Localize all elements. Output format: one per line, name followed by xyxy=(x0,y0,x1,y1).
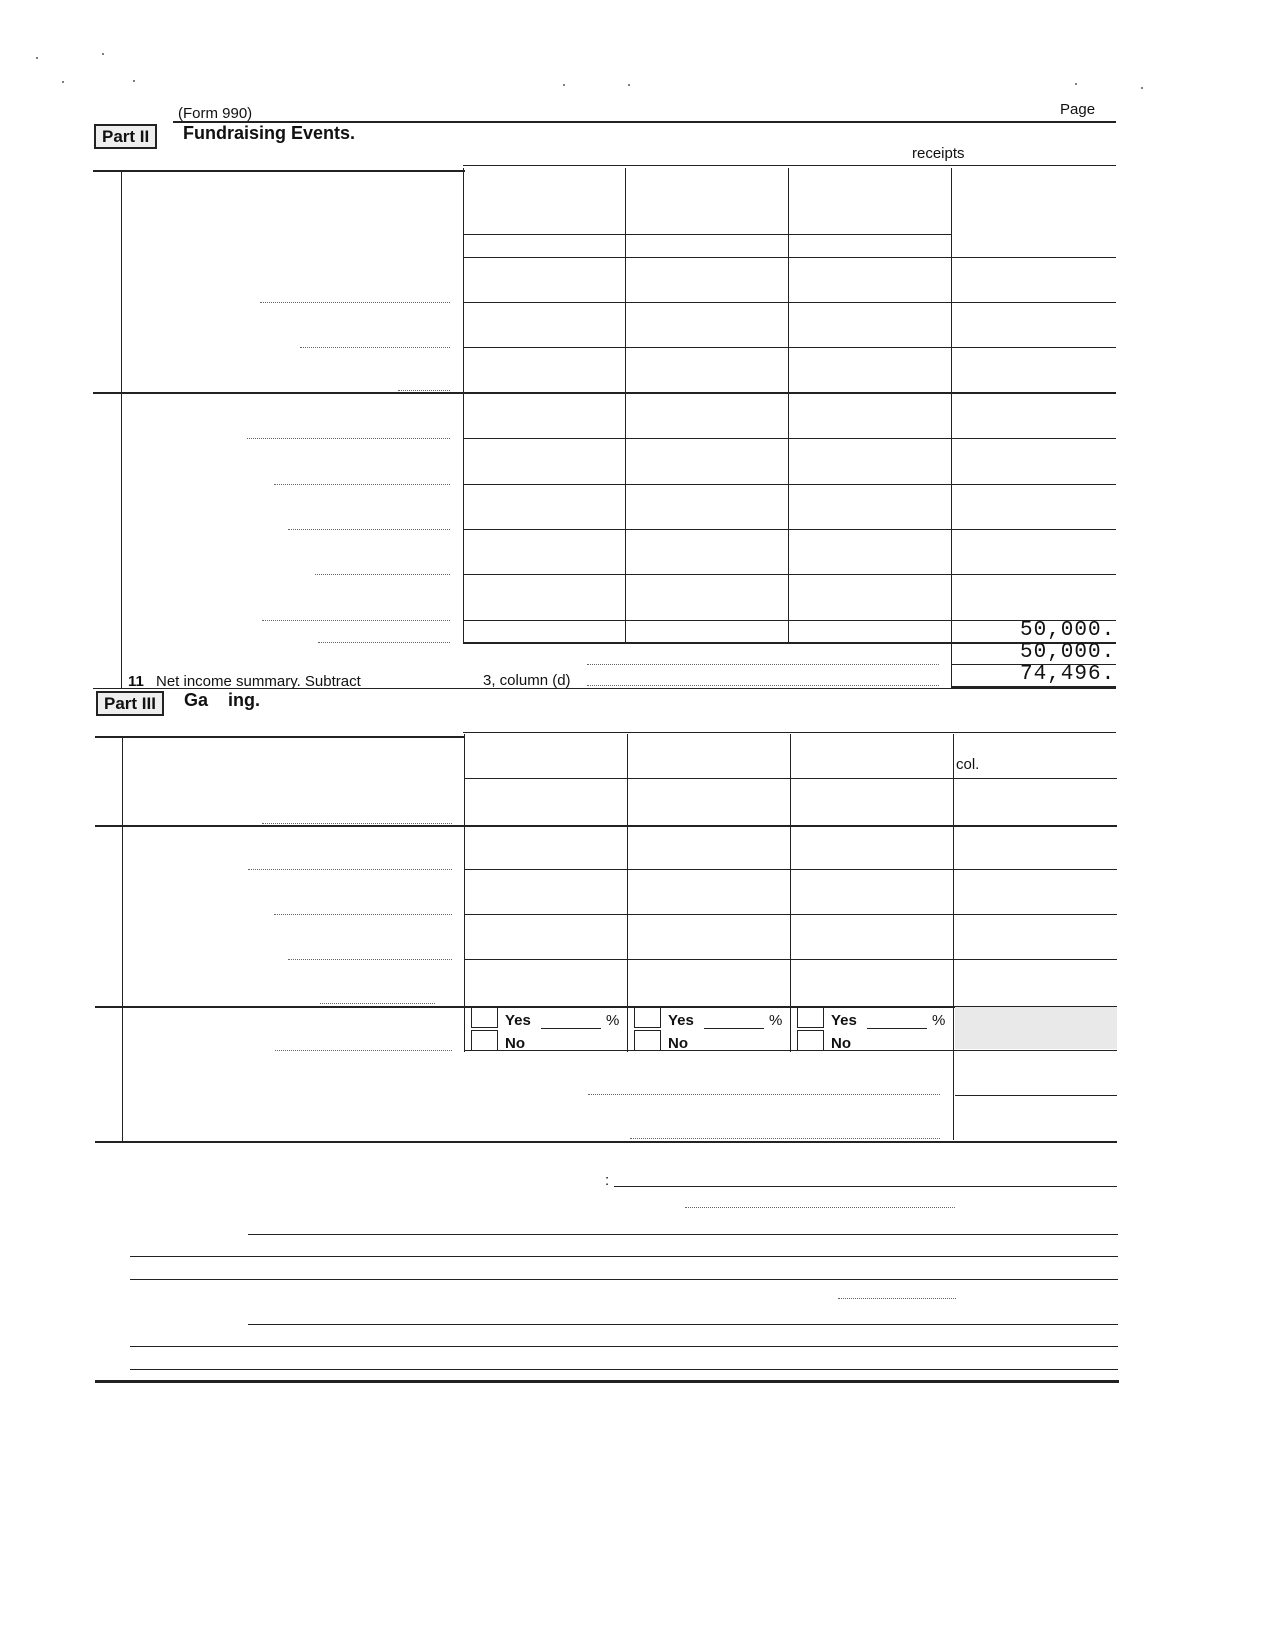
column-c-no-checkbox[interactable] xyxy=(797,1030,824,1051)
leader-dots xyxy=(260,302,450,303)
grid-rule xyxy=(463,438,1116,439)
grid-rule xyxy=(464,869,1117,870)
leader-dots xyxy=(838,1298,956,1299)
column-b-percent-sign: % xyxy=(769,1012,783,1029)
part-iii-title-end: ing. xyxy=(228,690,260,710)
leader-dots xyxy=(262,823,452,824)
scan-speck xyxy=(563,84,565,86)
scan-speck xyxy=(1075,83,1077,85)
part-iii-column-c-divider xyxy=(790,734,791,1052)
leader-dots xyxy=(288,529,450,530)
colon-mark: : xyxy=(605,1172,610,1189)
part-ii-label-column-divider xyxy=(121,170,122,688)
column-b-yes-checkbox[interactable] xyxy=(634,1007,661,1028)
column-c-no-label: No xyxy=(831,1035,851,1052)
receipts-label: receipts xyxy=(912,145,965,162)
part-ii-header-rule xyxy=(463,165,1116,166)
part-ii-bottom-rule xyxy=(93,688,1116,689)
grid-rule xyxy=(463,574,1116,575)
grid-rule xyxy=(463,302,1116,303)
entry-line[interactable] xyxy=(130,1256,1118,1257)
part-ii-column-c-divider xyxy=(788,168,789,643)
part-iii-column-d-divider xyxy=(953,734,954,1140)
part-iii-title-start: Ga xyxy=(184,690,209,710)
entry-line[interactable] xyxy=(130,1279,1118,1280)
page-label: Page xyxy=(1060,101,1096,118)
entry-line[interactable] xyxy=(614,1186,1117,1187)
form-reference: (Form 990) xyxy=(178,105,253,122)
column-a-no-checkbox[interactable] xyxy=(471,1030,498,1051)
part-iii-top-rule xyxy=(95,736,465,738)
leader-dots xyxy=(587,664,939,665)
column-b-no-label: No xyxy=(668,1035,688,1052)
part-ii-column-b-divider xyxy=(625,168,626,643)
column-b-no-checkbox[interactable] xyxy=(634,1030,661,1051)
grid-rule xyxy=(463,347,1116,348)
entry-line[interactable] xyxy=(130,1369,1118,1370)
grid-rule xyxy=(463,484,1116,485)
part-iii-column-a-divider xyxy=(464,734,465,1052)
part-iii-column-b-divider xyxy=(627,734,628,1052)
column-c-percent-line[interactable] xyxy=(867,1028,927,1029)
line-11-column-ref: 3, column (d) xyxy=(483,672,571,689)
column-c-percent-sign: % xyxy=(932,1012,946,1029)
entry-line[interactable] xyxy=(248,1324,1118,1325)
column-a-yes-label: Yes xyxy=(505,1012,531,1029)
part-iii-bottom-rule xyxy=(95,1141,1117,1143)
grid-rule xyxy=(463,642,1116,644)
part-ii-top-rule xyxy=(93,170,465,172)
leader-dots xyxy=(318,642,450,643)
leader-dots xyxy=(274,484,450,485)
grid-rule xyxy=(463,257,1116,258)
leader-dots xyxy=(315,574,450,575)
scan-speck xyxy=(133,80,135,82)
column-a-yes-checkbox[interactable] xyxy=(471,1007,498,1028)
column-b-yes-label: Yes xyxy=(668,1012,694,1029)
leader-dots xyxy=(300,347,450,348)
grid-rule xyxy=(463,529,1116,530)
leader-dots xyxy=(262,620,450,621)
column-b-percent-line[interactable] xyxy=(704,1028,764,1029)
grid-rule xyxy=(464,914,1117,915)
scan-speck xyxy=(62,81,64,83)
leader-dots xyxy=(398,390,450,391)
part-ii-column-d-divider xyxy=(951,168,952,688)
page-bottom-rule xyxy=(95,1380,1119,1383)
scan-speck xyxy=(1141,87,1143,89)
leader-dots xyxy=(587,685,939,686)
line-11-label: Net income summary. Subtract xyxy=(156,673,361,690)
column-c-yes-checkbox[interactable] xyxy=(797,1007,824,1028)
amount-line-10: 50,000. xyxy=(1020,619,1116,642)
scan-speck xyxy=(628,84,630,86)
amount-line-10c: 50,000. xyxy=(1020,641,1116,664)
leader-dots xyxy=(588,1094,940,1095)
leader-dots xyxy=(275,1050,452,1051)
column-a-percent-line[interactable] xyxy=(541,1028,601,1029)
grid-rule xyxy=(464,778,1117,779)
part-ii-badge: Part II xyxy=(94,124,157,149)
part-iii-badge: Part III xyxy=(96,691,164,716)
part-ii-title: Fundraising Events. xyxy=(183,123,356,143)
column-a-no-label: No xyxy=(505,1035,525,1052)
column-c-yes-label: Yes xyxy=(831,1012,857,1029)
column-a-percent-sign: % xyxy=(606,1012,620,1029)
leader-dots xyxy=(274,914,452,915)
grid-rule xyxy=(464,959,1117,960)
col-label: col. xyxy=(956,756,980,773)
amount-line-11: 74,496. xyxy=(1020,663,1116,686)
shaded-cell xyxy=(955,1007,1117,1049)
grid-rule xyxy=(955,1095,1117,1096)
part-iii-label-column-divider xyxy=(122,736,123,1142)
leader-dots xyxy=(320,1003,435,1004)
entry-line[interactable] xyxy=(248,1234,1118,1235)
section-rule xyxy=(93,392,1116,394)
leader-dots xyxy=(288,959,452,960)
part-iii-header-rule xyxy=(463,732,1116,733)
grid-rule xyxy=(463,234,952,235)
section-rule xyxy=(95,825,1117,827)
part-ii-column-a-divider xyxy=(463,168,464,643)
leader-dots xyxy=(685,1207,955,1208)
line-11-number: 11 xyxy=(128,673,144,690)
grid-rule xyxy=(463,620,1116,621)
entry-line[interactable] xyxy=(130,1346,1118,1347)
leader-dots xyxy=(247,438,450,439)
leader-dots xyxy=(630,1138,940,1139)
leader-dots xyxy=(248,869,452,870)
scan-speck xyxy=(102,53,104,55)
scan-speck xyxy=(36,57,38,59)
grid-rule xyxy=(464,1050,1117,1051)
